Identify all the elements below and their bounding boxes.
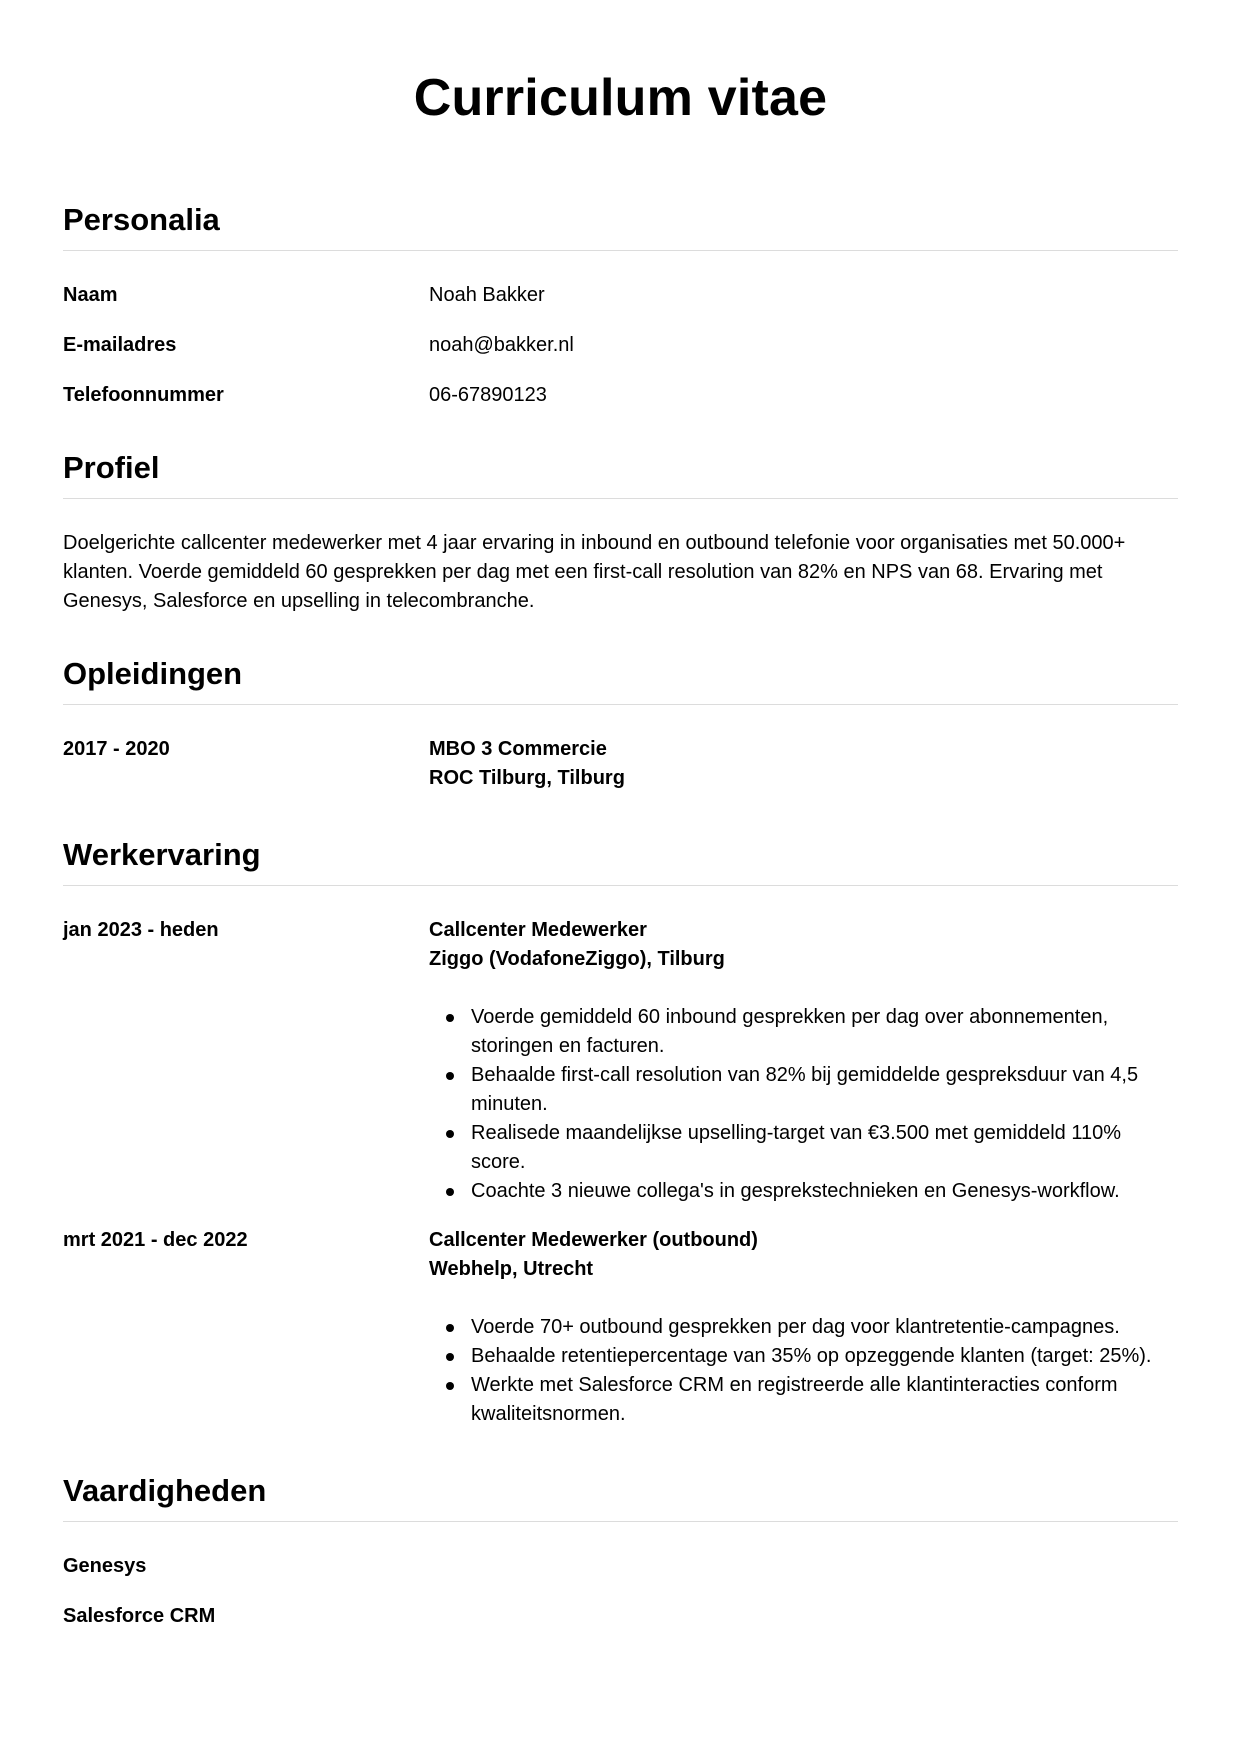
work-title: Callcenter Medewerker — [429, 919, 647, 941]
work-bullet: Werkte met Salesforce CRM en registreerde alle klantinteracties conform kwaliteitsnormen. — [471, 1371, 1178, 1429]
section-opleidingen — [63, 654, 1178, 793]
work-bullet: Voerde 70+ outbound gesprekken per dag voor klantretentie-campagnes. — [471, 1313, 1178, 1342]
work-bullet: Voerde gemiddeld 60 inbound gesprekken per dag over abonnementen, storingen en facturen. — [471, 1003, 1178, 1061]
section-heading-werkervaring: Werkervaring — [63, 835, 1178, 886]
education-details — [429, 735, 1178, 793]
personalia-label: Naam — [63, 284, 118, 306]
education-list — [63, 735, 1178, 793]
personalia-value: 06-67890123 — [429, 384, 547, 406]
education-period: 2017 - 2020 — [63, 738, 170, 760]
work-bullet-list — [429, 1313, 1178, 1429]
work-company: Ziggo (VodafoneZiggo), Tilburg — [429, 948, 725, 970]
profile-text: Doelgerichte callcenter medewerker met 4 jaar ervaring in inbound en outbound telefonie voor organisaties met 50.000+ klanten. Voerde gemiddeld 60 gesprekken per dag met een first-call resolution van 82% en NPS van 68. Ervaring met Genesys, Salesforce en upselling in telecombranche. — [63, 532, 1126, 612]
work-details — [429, 916, 1178, 1206]
personalia-value: noah@bakker.nl — [429, 334, 574, 356]
work-period: mrt 2021 - dec 2022 — [63, 1229, 248, 1251]
personalia-row-email — [63, 331, 1178, 360]
education-entry — [63, 735, 1178, 793]
work-bullet: Coachte 3 nieuwe collega's in gesprekstechnieken en Genesys-workflow. — [471, 1177, 1178, 1206]
section-heading-opleidingen: Opleidingen — [63, 654, 1178, 705]
skills-list — [63, 1552, 1178, 1631]
section-heading-personalia: Personalia — [63, 200, 1178, 251]
work-entry — [63, 916, 1178, 1206]
work-title: Callcenter Medewerker (outbound) — [429, 1229, 758, 1251]
work-experience-list — [63, 916, 1178, 1429]
work-company: Webhelp, Utrecht — [429, 1258, 594, 1280]
personalia-row-name — [63, 281, 1178, 310]
section-profiel — [63, 448, 1178, 616]
section-heading-vaardigheden: Vaardigheden — [63, 1471, 1178, 1522]
personalia-value: Noah Bakker — [429, 284, 545, 306]
work-bullet: Behaalde retentiepercentage van 35% op opzeggende klanten (target: 25%). — [471, 1342, 1178, 1371]
personalia-row-phone — [63, 381, 1178, 410]
work-entry — [63, 1226, 1178, 1429]
personalia-label: E-mailadres — [63, 334, 177, 356]
personalia-table — [63, 281, 1178, 410]
skill-item: Salesforce CRM — [63, 1605, 216, 1627]
personalia-label: Telefoonnummer — [63, 384, 224, 406]
section-vaardigheden — [63, 1471, 1178, 1631]
section-werkervaring — [63, 835, 1178, 1429]
document-title: Curriculum vitae — [413, 69, 828, 127]
section-personalia — [63, 200, 1178, 410]
work-period: jan 2023 - heden — [63, 919, 219, 941]
education-title: MBO 3 Commercie — [429, 738, 607, 760]
skill-item: Genesys — [63, 1555, 147, 1577]
work-details — [429, 1226, 1178, 1429]
education-institution: ROC Tilburg, Tilburg — [429, 767, 625, 789]
work-bullet: Realisede maandelijkse upselling-target van €3.500 met gemiddeld 110% score. — [471, 1119, 1178, 1177]
section-heading-profiel: Profiel — [63, 448, 1178, 499]
work-bullet-list — [429, 1003, 1178, 1206]
work-bullet: Behaalde first-call resolution van 82% bij gemiddelde gespreksduur van 4,5 minuten. — [471, 1061, 1178, 1119]
